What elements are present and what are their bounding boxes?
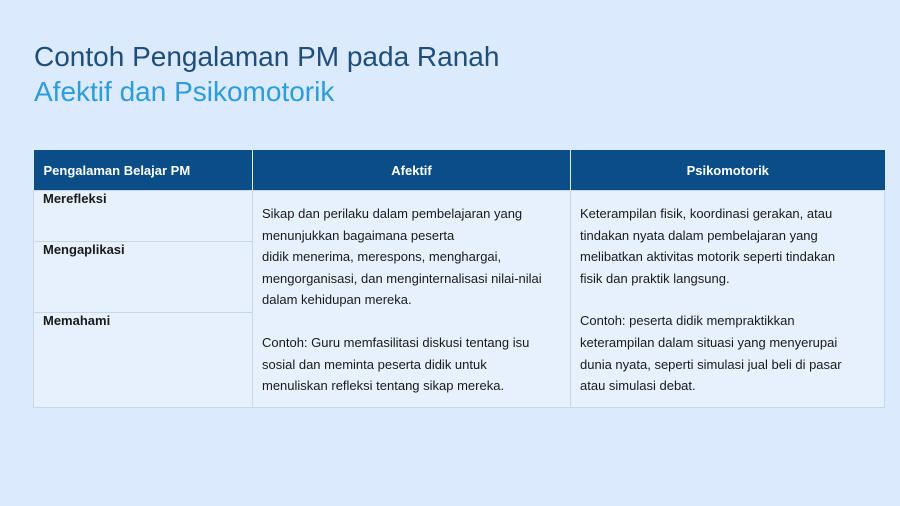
afektif-example <box>262 332 561 397</box>
slide-title <box>34 43 499 106</box>
afektif-description-line: mengorganisasi, dan menginternalisasi nilai-nilai <box>262 270 542 286</box>
afektif-example-line: menuliskan refleksi tentang sikap mereka. <box>262 378 505 394</box>
afektif-example-line: sosial dan meminta peserta didik untuk <box>262 356 487 372</box>
learning-experience-table <box>33 150 885 408</box>
afektif-description-line: menunjukkan bagaimana peserta <box>262 227 455 243</box>
psikomotorik-description-line: melibatkan aktivitas motorik seperti tindakan <box>580 249 836 265</box>
header-pengalaman-belajar: Pengalaman Belajar PM <box>34 150 253 191</box>
row-label-mengaplikasi: Mengaplikasi <box>34 242 253 313</box>
slide-title-line-2: Afektif dan Psikomotorik <box>34 76 335 107</box>
psikomotorik-example-line: Contoh: peserta didik mempraktikkan <box>580 313 795 329</box>
header-afektif: Afektif <box>253 150 571 191</box>
psikomotorik-example-line: keterampilan dalam situasi yang menyerupai <box>580 334 838 350</box>
psikomotorik-description <box>580 203 875 289</box>
psikomotorik-example-line: dunia nyata, seperti simulasi jual beli di pasar <box>580 356 842 372</box>
psikomotorik-example-line: atau simulasi debat. <box>580 378 696 394</box>
table-header-row <box>34 150 885 191</box>
psikomotorik-example <box>580 310 875 396</box>
header-psikomotorik: Psikomotorik <box>571 150 885 191</box>
afektif-description-line: dalam kehidupan mereka. <box>262 292 412 308</box>
afektif-description <box>262 203 561 311</box>
psikomotorik-description-line: fisik dan praktik langsung. <box>580 270 730 286</box>
afektif-example-line: Contoh: Guru memfasilitasi diskusi tentang isu <box>262 334 530 350</box>
psikomotorik-description-line: tindakan nyata dalam pembelajaran yang <box>580 227 818 243</box>
psikomotorik-cell <box>571 191 885 408</box>
afektif-description-line: Sikap dan perilaku dalam pembelajaran yang <box>262 206 523 221</box>
row-label-merefleksi: Merefleksi <box>34 191 253 242</box>
slide-title-line-1: Contoh Pengalaman PM pada Ranah <box>34 41 500 72</box>
row-label-memahami: Memahami <box>34 312 253 407</box>
afektif-description-line: didik menerima, merespons, menghargai, <box>262 249 502 265</box>
afektif-cell <box>253 191 571 408</box>
table-row <box>34 191 885 242</box>
psikomotorik-description-line: Keterampilan fisik, koordinasi gerakan, atau <box>580 206 833 221</box>
